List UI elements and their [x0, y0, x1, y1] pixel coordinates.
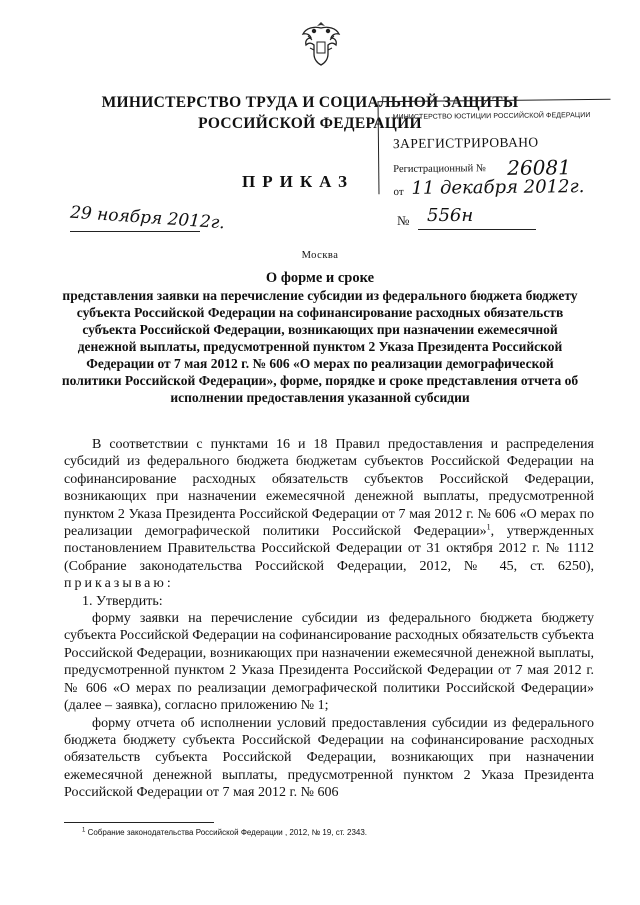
footnote-mark: 1 — [82, 827, 86, 834]
footnote-ref: 1 — [486, 522, 491, 532]
stamp-header: МИНИСТЕРСТВО ЮСТИЦИИ РОССИЙСКОЙ ФЕДЕРАЦИИ — [392, 111, 591, 122]
title-rest: представления заявки на перечисление субсидии из федерального бюджета бюджету субъекта Российской Федерации на софинансирование расходных обязательств субъекта Российской Федерации, возникающих при назначении ежемесячной денежной выплаты, предусмотренной пунктом 2 Указа Президента Российской Федерации от 7 мая 2012 г. № 606 «О мерах по реализации демографической политики Российской Федерации», форме, порядке и сроке представления отчета об исполнении предоставления указанной субсидии — [61, 288, 579, 405]
paragraph-preamble — [64, 436, 594, 593]
document-type: ПРИКАЗ — [242, 172, 354, 191]
stamp-reg-number: 26081 — [507, 155, 571, 180]
item-1: 1. Утвердить: — [82, 593, 163, 609]
preamble-continuation: , утвержденных постановлением Правительства Российской Федерации от 31 октября 2012 г. № 1112 (Собрание законодательства Российской Федерации, 2012, № 45, ст. 6250), — [64, 524, 594, 574]
russian-coat-of-arms-icon — [300, 18, 342, 68]
city: Москва — [301, 250, 339, 261]
order-number-label: № — [397, 213, 410, 228]
footnote — [82, 828, 367, 837]
footnote-text: Собрание законодательства Российской Федерации , 2012, № 19, ст. 2343. — [87, 828, 368, 837]
ministry-line-1: МИНИСТЕРСТВО ТРУДА И СОЦИАЛЬНОЙ ЗАЩИТЫ — [101, 94, 519, 111]
footnote-separator — [64, 822, 214, 823]
paragraph-form-1: форму заявки на перечисление субсидии из федерального бюджета бюджету субъекта Российской Федерации на софинансирование расходных обязательств субъекта Российской Федерации, возникающих при назначении ежемесячной денежной выплаты, предусмотренной пунктом 2 Указа Президента Российской Федерации от 7 мая 2012 г. № 606 «О мерах по реализации демографической политики Российской Федерации» (далее – заявка), согласно приложению № 1; — [64, 611, 594, 714]
ministry-line-2: РОССИЙСКОЙ ФЕДЕРАЦИИ — [198, 115, 422, 132]
document-title — [60, 270, 580, 406]
number-underline — [418, 229, 536, 230]
stamp-date-label: от — [393, 185, 404, 199]
title-line-1: О форме и сроке — [265, 270, 375, 286]
stamp-title: ЗАРЕГИСТРИРОВАНО — [392, 134, 539, 152]
order-word: приказываю: — [64, 576, 174, 592]
paragraph-form-2: форму отчета об исполнении условий предоставления субсидии из федерального бюджета бюджету субъекта Российской Федерации на софинансирование расходных обязательств субъекта Российской Федерации, возникающих при назначении ежемесячной денежной выплаты, предусмотренной пунктом 2 Указа Президента Российской Федерации от 7 мая 2012 г. № 606 — [64, 715, 594, 801]
order-date: 29 ноября 2012г. — [69, 202, 226, 234]
stamp-reg-label: Регистрационный № — [393, 163, 486, 176]
date-underline — [70, 231, 200, 232]
preamble-text: В соответствии с пунктами 16 и 18 Правил предоставления и распределения субсидий из федерального бюджета бюджетам субъектов Российской Федерации на софинансирование расходных обязательств субъектов Российской Федерации, возникающих при назначении ежемесячной денежной выплаты, предусмотренной пунктом 2 Указа Президента Российской Федерации от 7 мая 2012 г. № 606 «О мерах по реализации демографической политики Российской Федерации» — [64, 437, 594, 540]
document-body — [64, 436, 594, 802]
order-number: 556н — [427, 205, 474, 226]
registration-stamp — [378, 99, 612, 199]
stamp-date: 11 декабря 2012г. — [411, 176, 585, 199]
